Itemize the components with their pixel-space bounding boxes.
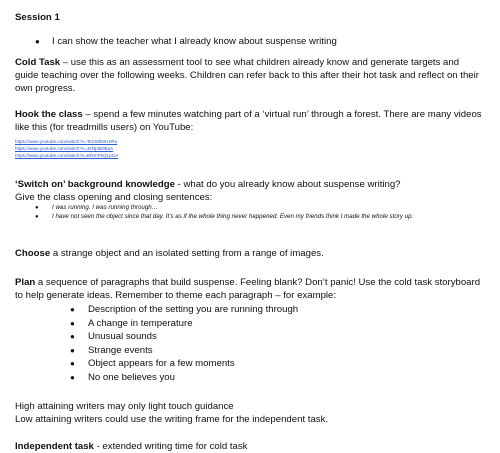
- list-item-text: Object appears for a few moments: [88, 358, 235, 370]
- bullet-icon: ●: [70, 305, 75, 314]
- bullet-icon: ●: [70, 318, 75, 328]
- session-title: Session 1: [15, 12, 60, 23]
- video-link[interactable]: https://www.youtube.com/watch?v=Jsf4j2B0BaA: [15, 146, 114, 151]
- switch-on-paragraph: [15, 178, 485, 191]
- closing-sentence-text: I have not seen the object since that day. It’s as if the whole thing never happened. Even my friends think I made the whole story up.: [52, 213, 414, 220]
- independent-task-text: - extended writing time for cold task: [93, 441, 248, 452]
- video-link[interactable]: https://www.youtube.com/watch?v=TeC80k0HXRo: [15, 139, 118, 144]
- low-attaining-note: Low attaining writers could use the writing frame for the independent task.: [15, 414, 329, 425]
- choose-heading: Choose: [15, 248, 51, 259]
- independent-task-heading: Independent task: [15, 441, 94, 452]
- bullet-icon: ●: [35, 37, 40, 46]
- video-link[interactable]: https://www.youtube.com/watch?v=Bf2mF5Q1pGA: [15, 153, 119, 158]
- bullet-icon: ●: [35, 214, 39, 220]
- list-item-text: Description of the setting you are running through: [88, 304, 299, 315]
- list-item-text: Unusual sounds: [88, 331, 157, 343]
- cold-task-heading: Cold Task: [15, 57, 61, 68]
- choose-paragraph: [15, 247, 485, 260]
- switch-on-line2: Give the class opening and closing sentences:: [15, 192, 213, 203]
- list-item-text: No one believes you: [88, 371, 175, 383]
- plan-text: a sequence of paragraphs that build suspense. Feeling blank? Don’t panic! Use the cold task storyboard to help generate ideas. Remember to theme each paragraph – for example:: [15, 277, 481, 301]
- plan-heading: Plan: [15, 277, 36, 288]
- switch-on-text: - what do you already know about suspense writing?: [174, 179, 401, 190]
- video-links: [15, 138, 485, 159]
- choose-text: a strange object and an isolated setting from a range of images.: [50, 248, 324, 259]
- hook-paragraph: [15, 108, 485, 134]
- session-objective-text: I can show the teacher what I already know about suspense writing: [52, 36, 337, 47]
- list-item-text: A change in temperature: [88, 317, 193, 329]
- bullet-icon: ●: [70, 332, 75, 342]
- bullet-icon: ●: [70, 372, 75, 382]
- cold-task-text: – use this as an assessment tool to see what children already know and generate targets and guide teaching over the following weeks. Children can refer back to this after their hot task and reflect on their own progress.: [15, 57, 479, 94]
- switch-on-heading: ‘Switch on’ background knowledge: [15, 179, 175, 190]
- hook-heading: Hook the class: [15, 109, 83, 120]
- high-attaining-note: High attaining writers may only light touch guidance: [15, 401, 234, 412]
- hook-text: – spend a few minutes watching part of a ‘virtual run’ through a forest. There are many videos like this (for treadmills users) on YouTube:: [15, 109, 482, 133]
- bullet-icon: ●: [70, 359, 75, 369]
- list-item-text: Strange events: [88, 344, 153, 356]
- independent-task-paragraph: [15, 440, 485, 453]
- bullet-icon: ●: [35, 205, 39, 211]
- plan-paragraph: [15, 276, 485, 302]
- opening-sentence-text: I was running. I was running through…: [52, 204, 158, 211]
- cold-task-paragraph: [15, 56, 485, 95]
- bullet-icon: ●: [70, 345, 75, 355]
